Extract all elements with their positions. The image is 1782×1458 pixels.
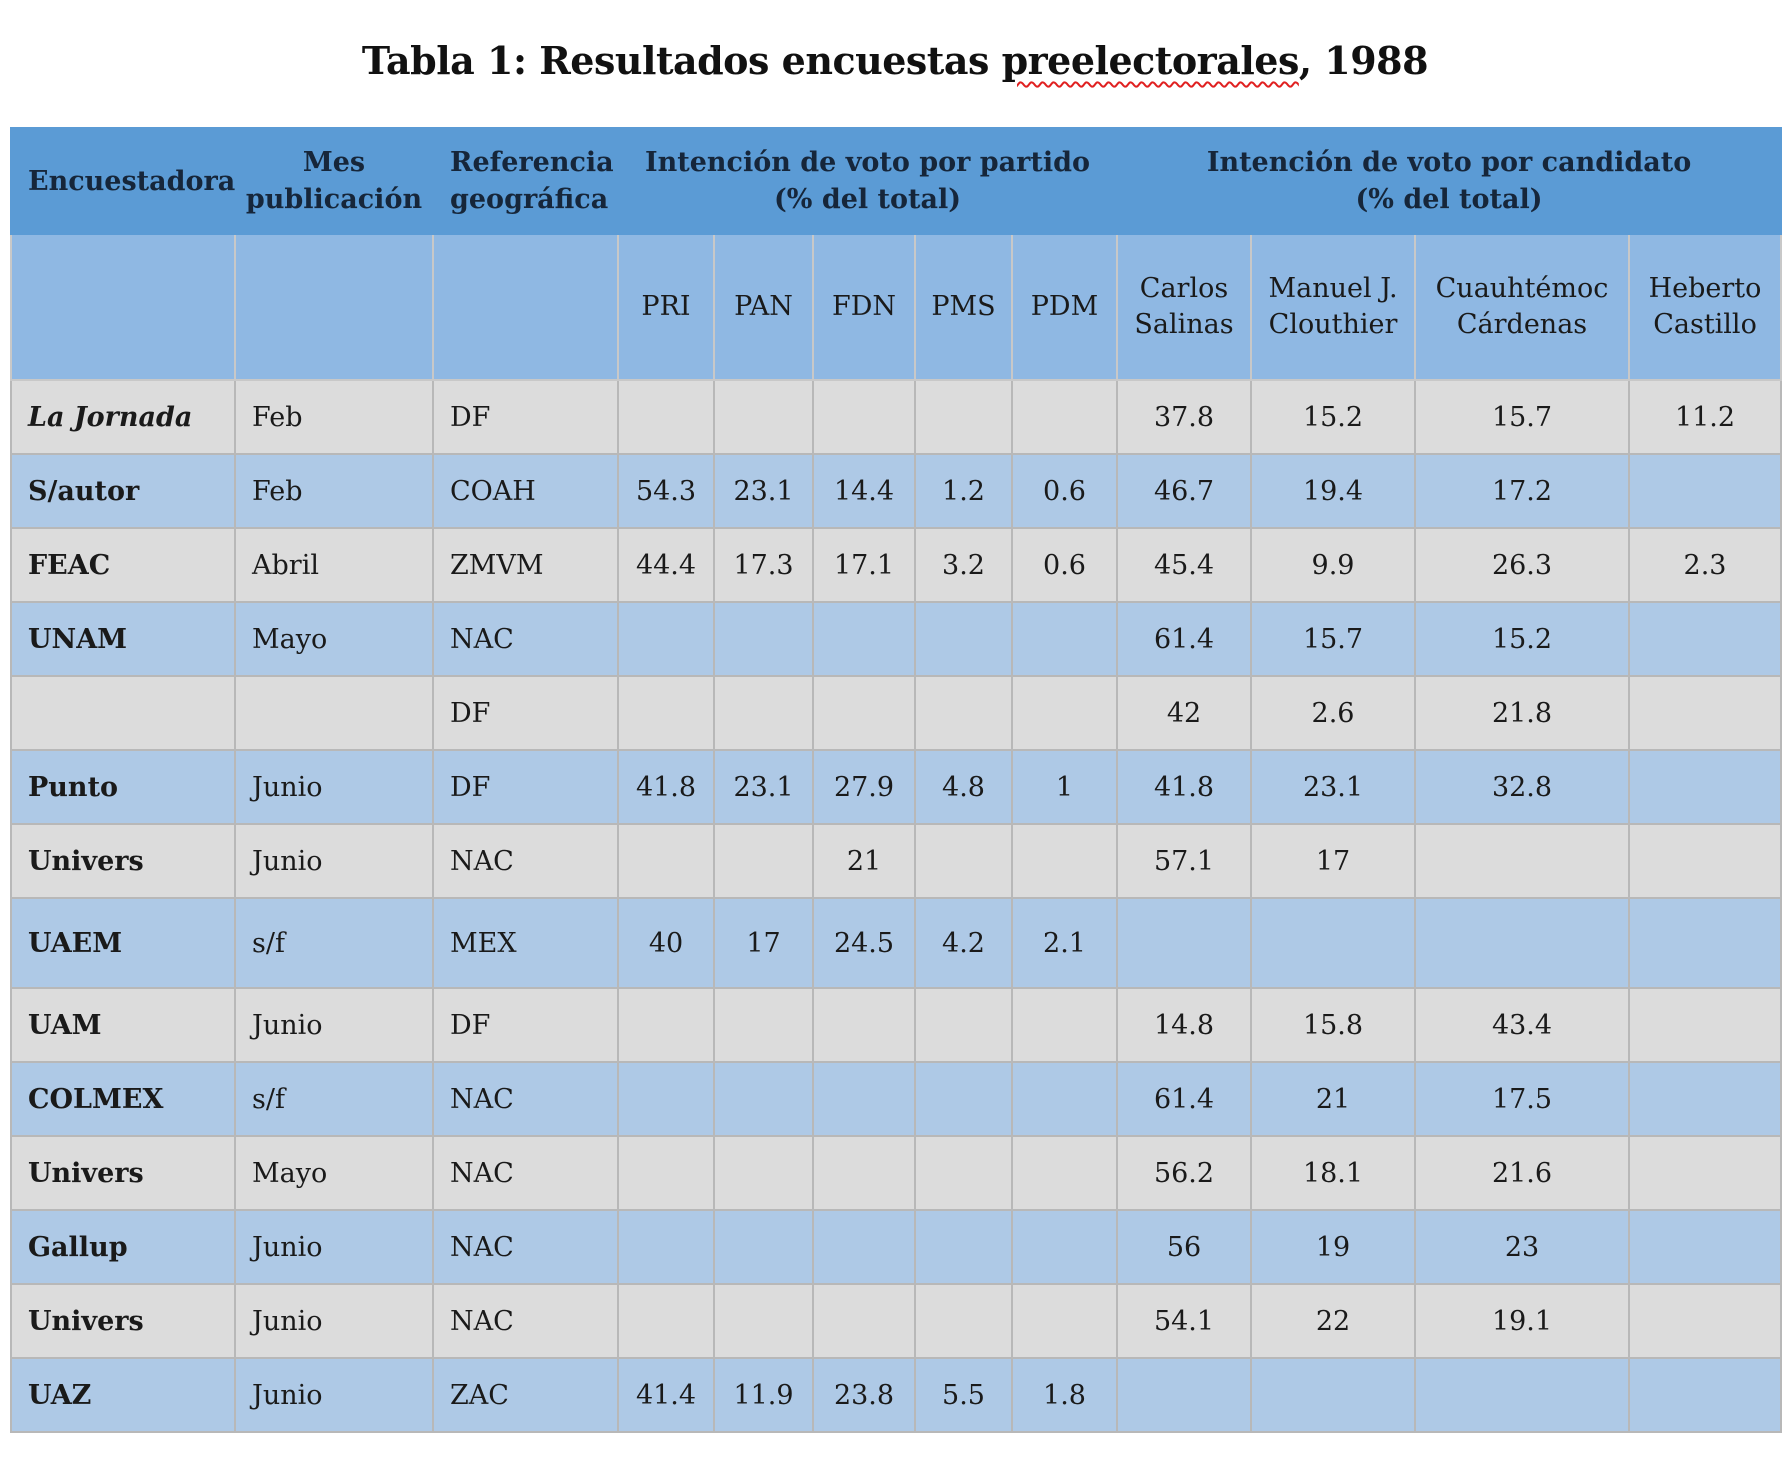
cell-referencia: ZAC xyxy=(433,1358,618,1432)
cell-candidate-value xyxy=(1629,1210,1781,1284)
header-intencion-partido: Intención de voto por partido (% del total) xyxy=(618,128,1117,234)
cell-mes: Mayo xyxy=(235,602,433,676)
cell-party-value xyxy=(915,602,1012,676)
cell-party-value: 1 xyxy=(1012,750,1117,824)
subheader-candidate: Heberto Castillo xyxy=(1629,234,1781,380)
table-title xyxy=(0,38,1782,83)
table-row xyxy=(11,454,1781,528)
cell-referencia: DF xyxy=(433,988,618,1062)
cell-candidate-value xyxy=(1117,898,1251,988)
cell-candidate-value: 54.1 xyxy=(1117,1284,1251,1358)
subheader-empty xyxy=(11,234,235,380)
cell-party-value xyxy=(1012,824,1117,898)
cell-encuestadora: UAZ xyxy=(11,1358,235,1432)
cell-candidate-value: 2.3 xyxy=(1629,528,1781,602)
cell-referencia: NAC xyxy=(433,602,618,676)
cell-mes: Junio xyxy=(235,1284,433,1358)
cell-candidate-value: 15.2 xyxy=(1251,380,1415,454)
cell-candidate-value: 23 xyxy=(1415,1210,1629,1284)
cell-referencia: ZMVM xyxy=(433,528,618,602)
cell-encuestadora: COLMEX xyxy=(11,1062,235,1136)
cell-candidate-value: 15.8 xyxy=(1251,988,1415,1062)
cell-party-value xyxy=(714,380,813,454)
cell-candidate-value: 19 xyxy=(1251,1210,1415,1284)
cell-party-value: 11.9 xyxy=(714,1358,813,1432)
title-text-end: , 1988 xyxy=(1298,38,1429,83)
cell-mes: Feb xyxy=(235,380,433,454)
cell-party-value xyxy=(813,1284,915,1358)
cell-candidate-value: 17.5 xyxy=(1415,1062,1629,1136)
cell-candidate-value xyxy=(1415,898,1629,988)
cell-referencia: NAC xyxy=(433,824,618,898)
cell-party-value xyxy=(714,1210,813,1284)
cell-candidate-value xyxy=(1415,824,1629,898)
cell-candidate-value: 56 xyxy=(1117,1210,1251,1284)
cell-mes xyxy=(235,676,433,750)
cell-candidate-value xyxy=(1251,898,1415,988)
cell-candidate-value: 19.4 xyxy=(1251,454,1415,528)
cell-party-value xyxy=(1012,988,1117,1062)
cell-referencia: DF xyxy=(433,750,618,824)
cell-party-value xyxy=(813,1210,915,1284)
cell-party-value xyxy=(714,1284,813,1358)
table-row xyxy=(11,1062,1781,1136)
cell-party-value: 54.3 xyxy=(618,454,714,528)
cell-party-value xyxy=(915,1284,1012,1358)
cell-candidate-value xyxy=(1629,824,1781,898)
cell-party-value: 41.4 xyxy=(618,1358,714,1432)
cell-referencia: MEX xyxy=(433,898,618,988)
cell-party-value xyxy=(1012,676,1117,750)
table-row xyxy=(11,1210,1781,1284)
subheader-party: PAN xyxy=(714,234,813,380)
cell-mes: Mayo xyxy=(235,1136,433,1210)
subheader-candidate: Cuauhtémoc Cárdenas xyxy=(1415,234,1629,380)
subheader-party: PRI xyxy=(618,234,714,380)
cell-candidate-value: 17 xyxy=(1251,824,1415,898)
cell-party-value xyxy=(915,824,1012,898)
cell-party-value: 14.4 xyxy=(813,454,915,528)
cell-candidate-value: 45.4 xyxy=(1117,528,1251,602)
cell-candidate-value: 2.6 xyxy=(1251,676,1415,750)
cell-candidate-value: 42 xyxy=(1117,676,1251,750)
header-row xyxy=(11,128,1781,234)
cell-candidate-value: 14.8 xyxy=(1117,988,1251,1062)
poll-results-table xyxy=(10,127,1782,1433)
cell-party-value xyxy=(915,1210,1012,1284)
cell-party-value: 41.8 xyxy=(618,750,714,824)
title-text-start: Tabla 1: Resultados encuestas xyxy=(361,38,1002,83)
cell-candidate-value: 56.2 xyxy=(1117,1136,1251,1210)
cell-encuestadora: UNAM xyxy=(11,602,235,676)
cell-party-value xyxy=(618,1284,714,1358)
subheader-row xyxy=(11,234,1781,380)
cell-mes: s/f xyxy=(235,898,433,988)
cell-party-value: 0.6 xyxy=(1012,528,1117,602)
cell-party-value xyxy=(618,1136,714,1210)
cell-candidate-value: 46.7 xyxy=(1117,454,1251,528)
cell-mes: Junio xyxy=(235,824,433,898)
cell-candidate-value: 37.8 xyxy=(1117,380,1251,454)
cell-party-value: 4.2 xyxy=(915,898,1012,988)
header-encuestadora: Encuestadora xyxy=(11,128,235,234)
cell-party-value xyxy=(813,380,915,454)
cell-candidate-value: 17.2 xyxy=(1415,454,1629,528)
cell-encuestadora: FEAC xyxy=(11,528,235,602)
table-row xyxy=(11,528,1781,602)
cell-candidate-value xyxy=(1629,602,1781,676)
cell-party-value: 3.2 xyxy=(915,528,1012,602)
cell-party-value xyxy=(915,1136,1012,1210)
cell-party-value: 23.1 xyxy=(714,750,813,824)
cell-candidate-value xyxy=(1251,1358,1415,1432)
cell-candidate-value: 15.2 xyxy=(1415,602,1629,676)
cell-referencia: NAC xyxy=(433,1136,618,1210)
cell-candidate-value xyxy=(1415,1358,1629,1432)
cell-party-value xyxy=(1012,1284,1117,1358)
table-row xyxy=(11,750,1781,824)
cell-candidate-value: 22 xyxy=(1251,1284,1415,1358)
cell-party-value xyxy=(813,676,915,750)
cell-candidate-value xyxy=(1629,1284,1781,1358)
cell-mes: s/f xyxy=(235,1062,433,1136)
table-row xyxy=(11,1358,1781,1432)
cell-encuestadora: UAM xyxy=(11,988,235,1062)
cell-encuestadora xyxy=(11,676,235,750)
cell-encuestadora: Univers xyxy=(11,1284,235,1358)
cell-party-value: 24.5 xyxy=(813,898,915,988)
table-row xyxy=(11,380,1781,454)
cell-party-value xyxy=(618,676,714,750)
cell-party-value: 17 xyxy=(714,898,813,988)
cell-party-value xyxy=(1012,1136,1117,1210)
table-row xyxy=(11,824,1781,898)
subheader-empty xyxy=(433,234,618,380)
cell-party-value: 21 xyxy=(813,824,915,898)
subheader-candidate: Manuel J. Clouthier xyxy=(1251,234,1415,380)
cell-party-value xyxy=(813,602,915,676)
cell-party-value xyxy=(813,1136,915,1210)
cell-candidate-value xyxy=(1629,750,1781,824)
cell-candidate-value: 11.2 xyxy=(1629,380,1781,454)
cell-candidate-value xyxy=(1629,898,1781,988)
cell-party-value: 2.1 xyxy=(1012,898,1117,988)
cell-party-value: 1.8 xyxy=(1012,1358,1117,1432)
cell-candidate-value: 23.1 xyxy=(1251,750,1415,824)
cell-encuestadora: UAEM xyxy=(11,898,235,988)
cell-candidate-value: 18.1 xyxy=(1251,1136,1415,1210)
cell-party-value: 44.4 xyxy=(618,528,714,602)
table-row xyxy=(11,988,1781,1062)
cell-party-value xyxy=(618,1062,714,1136)
cell-party-value: 5.5 xyxy=(915,1358,1012,1432)
cell-party-value: 23.8 xyxy=(813,1358,915,1432)
subheader-party: PDM xyxy=(1012,234,1117,380)
cell-encuestadora: Punto xyxy=(11,750,235,824)
cell-party-value xyxy=(1012,1210,1117,1284)
cell-party-value xyxy=(714,602,813,676)
cell-candidate-value: 61.4 xyxy=(1117,602,1251,676)
cell-referencia: DF xyxy=(433,380,618,454)
cell-candidate-value xyxy=(1117,1358,1251,1432)
cell-party-value xyxy=(618,1210,714,1284)
cell-party-value xyxy=(618,988,714,1062)
cell-party-value: 27.9 xyxy=(813,750,915,824)
cell-candidate-value xyxy=(1629,1358,1781,1432)
subheader-party: PMS xyxy=(915,234,1012,380)
cell-party-value: 0.6 xyxy=(1012,454,1117,528)
cell-candidate-value xyxy=(1629,454,1781,528)
cell-party-value xyxy=(915,988,1012,1062)
cell-encuestadora: Univers xyxy=(11,1136,235,1210)
cell-candidate-value: 21.8 xyxy=(1415,676,1629,750)
cell-party-value xyxy=(714,824,813,898)
cell-candidate-value: 26.3 xyxy=(1415,528,1629,602)
subheader-empty xyxy=(235,234,433,380)
cell-candidate-value xyxy=(1629,1062,1781,1136)
subheader-candidate: Carlos Salinas xyxy=(1117,234,1251,380)
cell-party-value xyxy=(1012,1062,1117,1136)
header-intencion-candidato: Intención de voto por candidato (% del total) xyxy=(1117,128,1781,234)
cell-referencia: NAC xyxy=(433,1210,618,1284)
cell-candidate-value: 9.9 xyxy=(1251,528,1415,602)
cell-party-value: 4.8 xyxy=(915,750,1012,824)
header-mes-publicacion: Mes publicación xyxy=(235,128,433,234)
cell-party-value xyxy=(618,602,714,676)
cell-party-value: 40 xyxy=(618,898,714,988)
cell-party-value: 17.3 xyxy=(714,528,813,602)
cell-party-value xyxy=(714,1136,813,1210)
cell-encuestadora: Univers xyxy=(11,824,235,898)
cell-party-value xyxy=(813,1062,915,1136)
cell-party-value xyxy=(714,1062,813,1136)
cell-party-value: 1.2 xyxy=(915,454,1012,528)
cell-mes: Junio xyxy=(235,988,433,1062)
cell-referencia: DF xyxy=(433,676,618,750)
cell-mes: Junio xyxy=(235,750,433,824)
cell-candidate-value: 41.8 xyxy=(1117,750,1251,824)
cell-party-value: 17.1 xyxy=(813,528,915,602)
cell-candidate-value: 19.1 xyxy=(1415,1284,1629,1358)
cell-encuestadora: La Jornada xyxy=(11,380,235,454)
cell-party-value xyxy=(915,1062,1012,1136)
cell-encuestadora: S/autor xyxy=(11,454,235,528)
cell-candidate-value: 15.7 xyxy=(1251,602,1415,676)
spellcheck-flagged-word[interactable]: preelectorales xyxy=(1001,38,1299,83)
cell-referencia: NAC xyxy=(433,1284,618,1358)
cell-candidate-value: 21 xyxy=(1251,1062,1415,1136)
cell-referencia: NAC xyxy=(433,1062,618,1136)
cell-party-value xyxy=(1012,380,1117,454)
cell-party-value xyxy=(714,988,813,1062)
table-body xyxy=(11,380,1781,1432)
cell-party-value xyxy=(813,988,915,1062)
cell-mes: Abril xyxy=(235,528,433,602)
header-referencia-geografica: Referencia geográfica xyxy=(433,128,618,234)
cell-party-value: 23.1 xyxy=(714,454,813,528)
cell-party-value xyxy=(1012,602,1117,676)
cell-candidate-value xyxy=(1629,1136,1781,1210)
cell-candidate-value: 15.7 xyxy=(1415,380,1629,454)
cell-party-value xyxy=(618,824,714,898)
cell-candidate-value: 43.4 xyxy=(1415,988,1629,1062)
cell-encuestadora: Gallup xyxy=(11,1210,235,1284)
cell-candidate-value: 21.6 xyxy=(1415,1136,1629,1210)
cell-party-value xyxy=(915,380,1012,454)
cell-candidate-value xyxy=(1629,988,1781,1062)
table-row xyxy=(11,676,1781,750)
cell-referencia: COAH xyxy=(433,454,618,528)
cell-mes: Junio xyxy=(235,1358,433,1432)
cell-mes: Feb xyxy=(235,454,433,528)
cell-candidate-value xyxy=(1629,676,1781,750)
table-row xyxy=(11,1284,1781,1358)
cell-party-value xyxy=(618,380,714,454)
cell-party-value xyxy=(915,676,1012,750)
table-row xyxy=(11,898,1781,988)
cell-candidate-value: 57.1 xyxy=(1117,824,1251,898)
cell-candidate-value: 32.8 xyxy=(1415,750,1629,824)
cell-candidate-value: 61.4 xyxy=(1117,1062,1251,1136)
table-row xyxy=(11,1136,1781,1210)
cell-mes: Junio xyxy=(235,1210,433,1284)
table-row xyxy=(11,602,1781,676)
cell-party-value xyxy=(714,676,813,750)
subheader-party: FDN xyxy=(813,234,915,380)
